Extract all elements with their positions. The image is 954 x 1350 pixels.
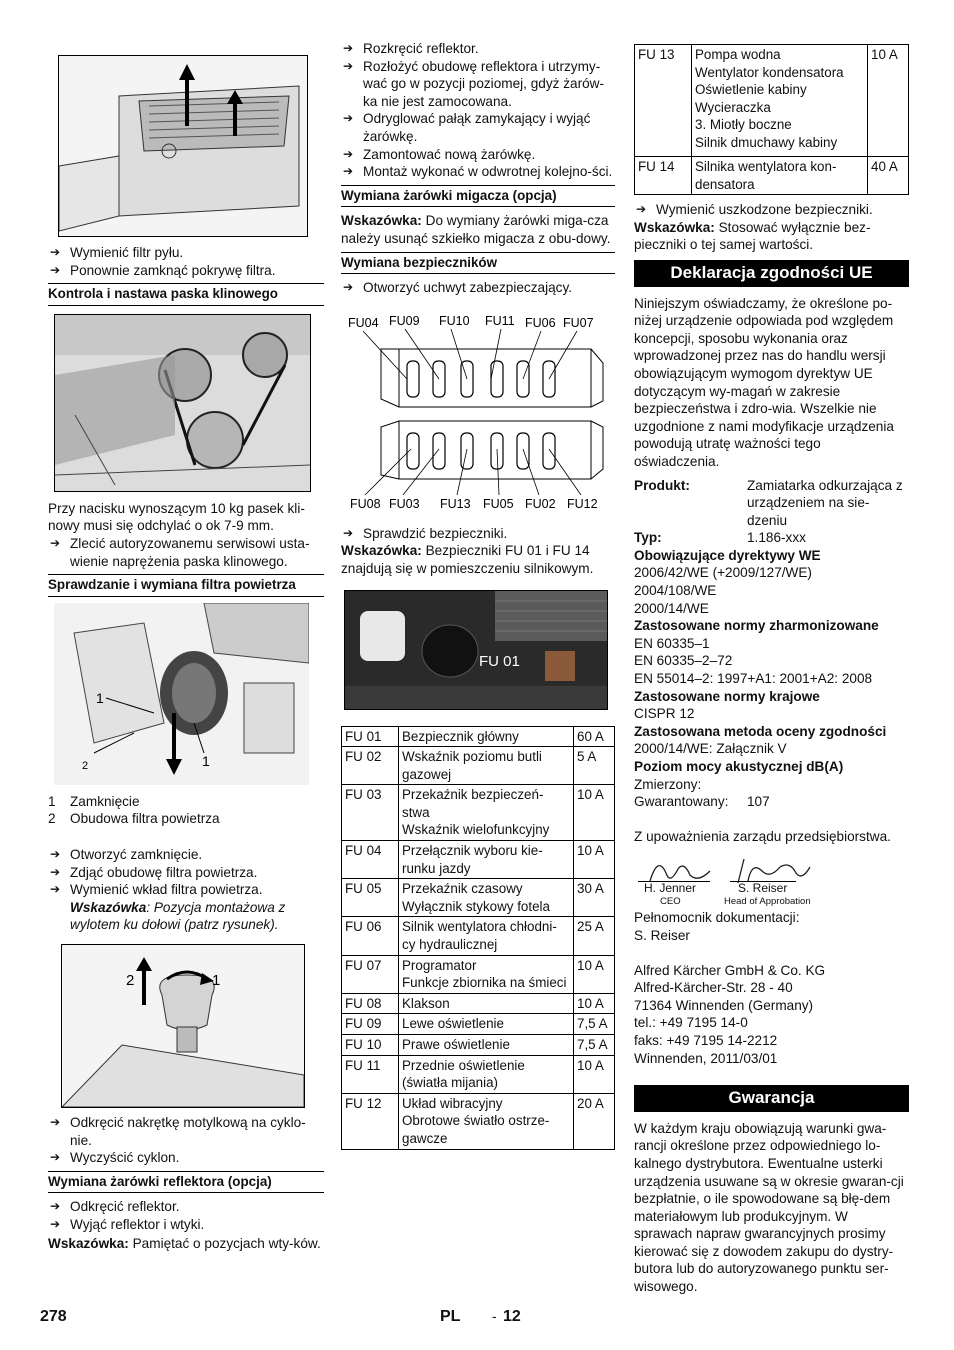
fuse-rating: 7,5 A [574, 1014, 615, 1035]
legend-item: 1 Zamknięcie [48, 793, 140, 809]
fuse-label-fu06: FU06 [525, 315, 556, 330]
heading-belt: Kontrola i nastawa paska klinowego [48, 283, 324, 306]
step-replace-fuses: ➔ Wymienić uszkodzone bezpieczniki. [634, 201, 909, 219]
section-page-number: 12 [503, 1308, 521, 1325]
engine-photo [344, 590, 608, 710]
standard: EN 60335–1 [634, 635, 710, 651]
fuse-description-line: Przekaźnik czasowy [402, 881, 523, 897]
fuse-description [399, 726, 574, 747]
fuse-rating: 5 A [574, 747, 615, 785]
fu-note: Wskazówka: Bezpieczniki FU 01 i FU 14 znajdują się w pomieszczeniu silnikowym. [341, 543, 594, 576]
method: 2000/14/WE: Załącznik V [634, 741, 787, 757]
air-label-1b: 1 [202, 752, 210, 769]
heading-eu-declaration: Deklaracja zgodności UE [634, 260, 909, 287]
step-open-clasp: ➔ Otworzyć zamknięcie. [48, 846, 324, 864]
step-replace-insert: ➔ Wymienić wkład filtra powietrza. [48, 881, 324, 899]
fuse-description [399, 1093, 574, 1149]
fuse-description-line: Pompa wodna [695, 47, 781, 62]
fuse-label-fu10: FU10 [439, 313, 470, 328]
signer-1-name: H. Jenner [644, 881, 697, 896]
dust-filter-figure [58, 55, 308, 237]
fuse-description-line: Przełącznik wyboru kie-runku jazdy [402, 843, 543, 876]
address-line: Alfred-Kärcher-Str. 28 - 40 [634, 980, 793, 996]
step: ➔ Rozkręcić reflektor. [341, 40, 615, 58]
fuse-description-line: Programator [402, 957, 477, 973]
fuse-description-line: Oświetlenie kabiny [695, 82, 807, 98]
fuse-description-line: Układ wibracyjny [402, 1095, 503, 1111]
fuse-description-line: Obrotowe światło ostrze-gawcze [402, 1113, 550, 1146]
standard: EN 55014–2: 1997+A1: 2001+A2: 2008 [634, 671, 873, 687]
step-close-filter-cover: ➔ Ponownie zamknąć pokrywę filtra. [48, 262, 324, 280]
warranty-text: W każdym kraju obowiązują warunki gwa-rancji określone przez odpowiedniego lo-kalnego dystrybutora. Ewentualne usterki urządzenia usuwane są w okresie gwaran-cji bezpłatnie, o ile spowodowane są błę-dem materiałowym lub produkcyjnym. W sprawach napraw gwarancyjnych prosimy kierować się z dowodem zakupu do dystry-butora lub do autoryzowanego punktu ser-wisowego. [634, 1120, 904, 1295]
fuse-description-line: Lewe oświetlenie [402, 1016, 504, 1032]
fuse-rating: 10 A [574, 785, 615, 841]
fuse-description-line: Wycieraczka [695, 99, 771, 115]
heading-air-filter: Sprawdzanie i wymiana filtra powietrza [48, 574, 324, 597]
fuse-description-line: Przednie oświetlenie (światła mijania) [402, 1057, 525, 1091]
fuse-rating: 10 A [574, 993, 615, 1014]
fuse-rating: 10 A [574, 955, 615, 993]
fuse-row [342, 747, 615, 785]
fuse-rating: 10 A [574, 841, 615, 879]
fuse-rating: 40 A [868, 157, 909, 195]
step: ➔ Zamontować nową żarówkę. [341, 146, 615, 164]
air-note: Wskazówka: Pozycja montażowa z wylotem ku dołowi (patrz rysunek). [70, 899, 286, 933]
directives-heading: Obowiązujące dyrektywy WE [634, 547, 821, 563]
step-belt-service: ➔ Zlecić autoryzowanemu serwisowi usta-wienie naprężenia paska klinowego. [48, 535, 324, 570]
fuse-row [342, 785, 615, 841]
fuse-id: FU 02 [342, 747, 399, 785]
signer-2-role: Head of Approbation [724, 896, 811, 908]
heading-beacon: Wymiana żarówki migacza (opcja) [341, 185, 615, 208]
fuse-id: FU 10 [342, 1035, 399, 1056]
fuse-description-line: Silnik dmuchawy kabiny [695, 134, 838, 150]
fuse-label-fu08: FU08 [350, 496, 381, 511]
legend-item: 2 Obudowa filtra powietrza [48, 811, 220, 827]
fuse-description [399, 841, 574, 879]
heading-warranty: Gwarancja [634, 1085, 909, 1112]
directive: 2006/42/WE (+2009/127/WE) [634, 565, 812, 581]
heading-fuses: Wymiana bezpieczników [341, 252, 615, 275]
fuse-description-line: Klakson [402, 995, 450, 1011]
fuse-description-line: Prawe oświetlenie [402, 1037, 510, 1052]
fuse-rating: 10 A [574, 1055, 615, 1093]
fuse-row [342, 1055, 615, 1093]
signer-2-name: S. Reiser [738, 881, 788, 896]
engine-photo-illustration [345, 591, 607, 709]
type-row: Typ: 1.186-xxx [634, 530, 806, 546]
address-line: faks: +49 7195 14-2212 [634, 1032, 778, 1048]
step: ➔ Odryglować pałąk zamykający i wyjąć żarówkę. [341, 110, 615, 145]
measured-label: Zmierzony: [634, 776, 702, 792]
beacon-note: Wskazówka: Do wymiany żarówki miga-cza należy usunąć szkiełko migacza z obu-dowy. [341, 213, 611, 246]
address-line: Winnenden, 2011/03/01 [634, 1050, 778, 1066]
fuse-rating: 20 A [574, 1093, 615, 1149]
fuse-box-illustration [341, 309, 611, 519]
fuse-id: FU 04 [342, 841, 399, 879]
fuse-row [342, 1014, 615, 1035]
heading-headlamp: Wymiana żarówki reflektora (opcja) [48, 1171, 324, 1194]
step-remove-housing: ➔ Zdjąć obudowę filtra powietrza. [48, 864, 324, 882]
fuse-row [635, 157, 909, 195]
fuse-label-fu03: FU03 [389, 496, 420, 511]
fuse-label-fu12: FU12 [567, 496, 598, 511]
language-code: PL [440, 1308, 461, 1325]
fuse-description-line: Wskaźnik poziomu butli gazowej [402, 749, 542, 782]
fuse-label-fu02: FU02 [525, 496, 556, 511]
fuse-id: FU 03 [342, 785, 399, 841]
fuse-description [399, 879, 574, 917]
fuse-id: FU 08 [342, 993, 399, 1014]
fuse-rating: 10 A [868, 45, 909, 157]
fuse-description-line: 3. Miotły boczne [695, 117, 792, 133]
cyclone-figure [61, 944, 305, 1108]
directive: 2000/14/WE [634, 600, 709, 616]
fuse-id: FU 07 [342, 955, 399, 993]
fuse-description-line: Funkcje zbiornika na śmieci [402, 975, 567, 991]
fuse-description [399, 747, 574, 785]
air-label-2: 2 [82, 759, 89, 772]
fuse-rating: 30 A [574, 879, 615, 917]
fuse-row [342, 879, 615, 917]
air-label-1a: 1 [96, 689, 104, 706]
fuse-row [342, 955, 615, 993]
fuse-description [692, 45, 868, 157]
fuse-label-fu04: FU04 [348, 315, 379, 330]
fuse-description-line: Wentylator kondensatora [695, 64, 844, 80]
cyclone-label-2: 2 [126, 971, 135, 989]
docs-person: S. Reiser [634, 927, 690, 943]
fuse-description [399, 1014, 574, 1035]
fuse-rating: 60 A [574, 726, 615, 747]
fuse-id: FU 09 [342, 1014, 399, 1035]
replace-note: Wskazówka: Stosować wyłącznie bez-pieczniki o tej samej wartości. [634, 219, 871, 253]
fuse-description [399, 1055, 574, 1093]
air-filter-illustration [54, 603, 309, 785]
dust-filter-illustration [59, 56, 307, 236]
fuse-row [342, 1035, 615, 1056]
fuse-diagram [341, 309, 611, 519]
signer-1-role: CEO [660, 896, 681, 908]
address-line: tel.: +49 7195 14-0 [634, 1015, 748, 1031]
national-standard: CISPR 12 [634, 706, 695, 722]
fuse-row [342, 1093, 615, 1149]
fuse-id: FU 14 [635, 157, 692, 195]
step-unscrew-headlamp: ➔ Odkręcić reflektor. [48, 1198, 324, 1216]
column-2 [341, 40, 615, 1150]
standard: EN 60335–2–72 [634, 653, 733, 669]
fuse-label-fu09: FU09 [389, 313, 420, 328]
fuse-rating: 7,5 A [574, 1035, 615, 1056]
fuse-description-line: Silnika wentylatora kon-densatora [695, 159, 837, 192]
belt-illustration [55, 315, 310, 491]
fuse-row [342, 726, 615, 747]
fuse-id: FU 12 [342, 1093, 399, 1149]
fuse-description-line: Wskaźnik wielofunkcyjny [402, 822, 550, 838]
cyclone-illustration [62, 945, 304, 1107]
noise-heading: Poziom mocy akustycznej dB(A) [634, 759, 844, 774]
cyclone-label-1: 1 [212, 971, 221, 989]
fuse-label-fu05: FU05 [483, 496, 514, 511]
step-clean-cyclone: ➔ Wyczyścić cyklon. [48, 1149, 324, 1167]
address-line: 71364 Winnenden (Germany) [634, 997, 814, 1013]
national-heading: Zastosowane normy krajowe [634, 688, 820, 704]
belt-paragraph: Przy nacisku wynoszącym 10 kg pasek kli-nowy musi się odchylać o ok 7-9 mm. [48, 500, 305, 534]
harmonised-heading: Zastosowane normy zharmonizowane [634, 618, 879, 634]
step-check-fuses: ➔ Sprawdzić bezpieczniki. [341, 525, 615, 543]
step-replace-dust-filter: ➔ Wymienić filtr pyłu. [48, 244, 324, 262]
fuse-description [399, 785, 574, 841]
fuse-description [692, 157, 868, 195]
fuse-label-fu07: FU07 [563, 315, 594, 330]
guaranteed-row: Gwarantowany: 107 [634, 794, 770, 810]
step-open-holder: ➔ Otworzyć uchwyt zabezpieczający. [341, 279, 615, 297]
fuse-row [342, 917, 615, 955]
fuse-id: FU 06 [342, 917, 399, 955]
fuse-id: FU 13 [635, 45, 692, 157]
fuse-description-line: Wyłącznik stykowy fotela [402, 898, 550, 914]
fuse-description [399, 917, 574, 955]
product-row: Produkt: Zamiatarka odkurzająca z urządzeniem na sie-dzeniu [634, 477, 903, 528]
fuse-id: FU 01 [342, 726, 399, 747]
step-remove-headlamp: ➔ Wyjąć reflektor i wtyki. [48, 1216, 324, 1234]
fuse-rating: 25 A [574, 917, 615, 955]
column-3 [634, 44, 909, 1296]
step: ➔ Montaż wykonać w odwrotnej kolejno-ści. [341, 163, 615, 181]
method-heading: Zastosowana metoda oceny zgodności [634, 723, 887, 739]
fuse-description-line: Silnik wentylatora chłodni-cy hydraulicznej [402, 919, 557, 953]
fuse-description-line: Bezpiecznik główny [402, 728, 519, 744]
fuse-label-fu11: FU11 [485, 313, 515, 328]
photo-label-fu01: FU 01 [479, 652, 520, 670]
belt-figure [54, 314, 311, 492]
footer-separator: - [492, 1308, 497, 1324]
fuse-id: FU 05 [342, 879, 399, 917]
authorisation: Z upoważnienia zarządu przedsiębiorstwa. [634, 828, 891, 844]
page-number: 278 [40, 1308, 67, 1325]
fuse-table-continued [634, 44, 909, 195]
fuse-id: FU 11 [342, 1055, 399, 1093]
fuse-label-fu13: FU13 [440, 496, 471, 511]
fuse-description [399, 1035, 574, 1056]
fuse-table [341, 726, 615, 1150]
fuse-description-line: Przekaźnik bezpieczeń-stwa [402, 787, 544, 820]
fuse-description [399, 955, 574, 993]
address-line: Alfred Kärcher GmbH & Co. KG [634, 962, 826, 978]
air-filter-figure [54, 603, 309, 785]
column-1 [48, 40, 324, 1253]
step: ➔ Rozłożyć obudowę reflektora i utrzymy-wać go w pozycji poziomej, gdyż żarów-ka nie jest zamocowana. [341, 58, 615, 111]
fuse-description [399, 993, 574, 1014]
step-unscrew-wingnut: ➔ Odkręcić nakrętkę motylkową na cyklo-nie. [48, 1114, 324, 1149]
fuse-row [635, 45, 909, 157]
signatures [634, 853, 909, 909]
fuse-row [342, 841, 615, 879]
docs-label: Pełnomocnik dokumentacji: [634, 910, 800, 926]
lamp-note: Wskazówka: Pamiętać o pozycjach wty-ków. [48, 1236, 321, 1252]
directive: 2004/108/WE [634, 583, 717, 599]
eu-text: Niniejszym oświadczamy, że określone po-niżej urządzenie odpowiada pod względem koncepcji, sposobu wykonania oraz wprowadzonej przez nas do handlu wersji obowiązującym wymogom dyrektyw UE dotyczącym wy-magań w zakresie bezpieczeństwa i zdro-wia. Wszelkie nie uzgodnione z nami modyfikacje urządzenia powodują utratę ważności tego oświadczenia. [634, 295, 894, 469]
fuse-row [342, 993, 615, 1014]
